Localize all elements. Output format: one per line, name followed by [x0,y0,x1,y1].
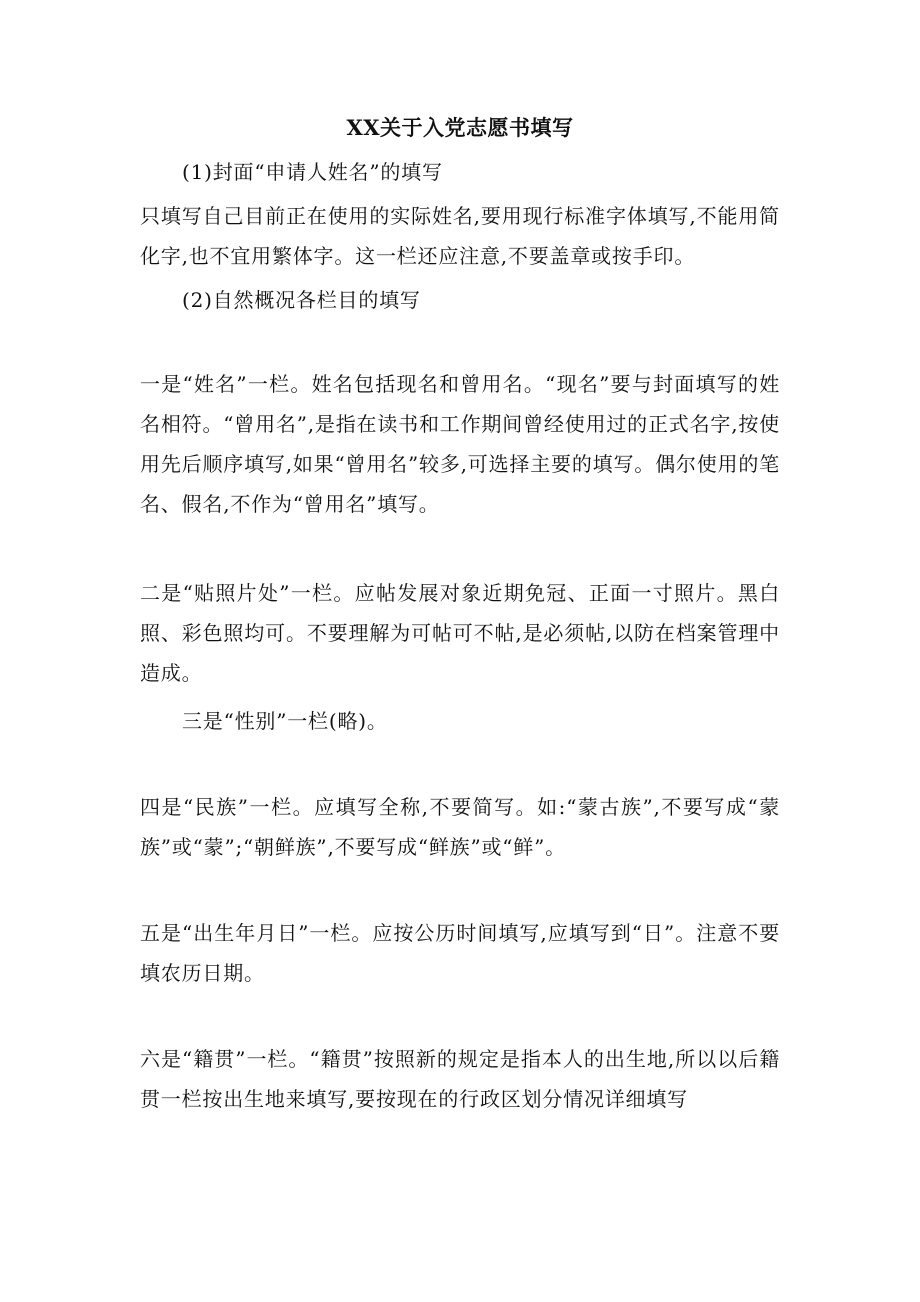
section-2-heading: (2)自然概况各栏目的填写 [182,288,421,312]
paragraph-birthdate-field: 五是“出生年月日”一栏。应按公历时间填写,应填写到“日”。注意不要填农历日期。 [140,921,780,985]
paragraph-gender-field: 三是“性别”一栏(略)。 [182,709,388,733]
paragraph-native-place-field: 六是“籍贯”一栏。“籍贯”按照新的规定是指本人的出生地,所以以后籍贯一栏按出生地来填写,要按现在的行政区划分情况详细填写 [140,1047,780,1111]
paragraph-ethnicity-field: 四是“民族”一栏。应填写全称,不要简写。如:“蒙古族”,不要写成“蒙族”或“蒙”;“朝鲜族”,不要写成“鲜族”或“鲜”。 [140,795,780,859]
section-1-heading: (1)封面“申请人姓名”的填写 [182,160,443,184]
paragraph-cover-name: 只填写自己目前正在使用的实际姓名,要用现行标准字体填写,不能用简化字,也不宜用繁体字。这一栏还应注意,不要盖章或按手印。 [140,204,780,268]
paragraph-name-field: 一是“姓名”一栏。姓名包括现名和曾用名。“现名”要与封面填写的姓名相符。“曾用名”,是指在读书和工作期间曾经使用过的正式名字,按使用先后顺序填写,如果“曾用名”较多,可选择主要的填写。偶尔使用的笔名、假名,不作为“曾用名”填写。 [140,372,780,516]
paragraph-photo-field: 二是“贴照片处”一栏。应帖发展对象近期免冠、正面一寸照片。黑白照、彩色照均可。不要理解为可帖可不帖,是必须帖,以防在档案管理中造成。 [140,581,780,685]
document-title: XX关于入党志愿书填写 [346,115,574,140]
